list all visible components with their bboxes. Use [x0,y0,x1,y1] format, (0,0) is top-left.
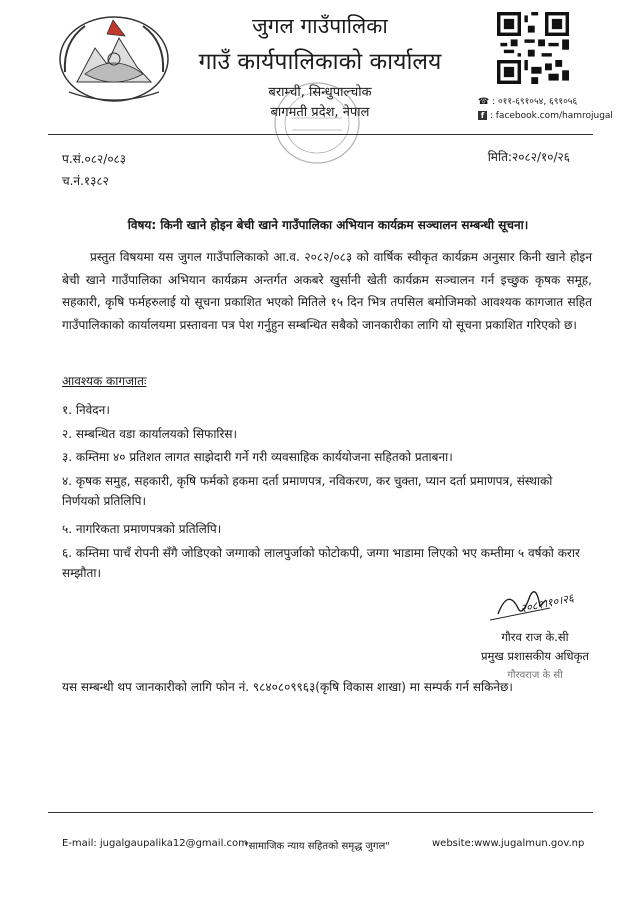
footer-divider [48,812,593,813]
signatory-name: गौरव राज के.सी [501,630,569,644]
signature-date: २०८२।१०।२६ [519,591,575,616]
facebook-url: : facebook.com/hamrojugal [489,111,613,121]
org-name: जुगल गाउँपालिका [252,14,388,38]
qr-code-icon [497,12,569,84]
footer-email[interactable]: E-mail: jugalgaupalika12@gmail.com [62,838,248,849]
document-item: ६. कम्तिमा पाचँ रोपनी सँगै जोडिएको जग्गाको लालपुर्जाको फोटोकपी, जग्गा भाडामा लिएको भए कम्तीमा ५ वर्षको करार सम्झौता। [62,546,580,580]
header-divider [48,134,593,135]
office-stamp-icon [272,80,362,166]
document-item: १. निवेदन। [62,403,110,417]
documents-heading: आवश्यक कागजातः [62,374,147,388]
chalani-number: च.नं.१३८२ [62,174,109,188]
document-item: ३. कम्तिमा ४० प्रतिशत लागत साझेदारी गर्ने गरी व्यवसाहिक कार्ययोजना सहितको प्रताबना। [62,450,453,464]
document-item: ४. कृषक समुह, सहकारी, कृषि फर्मको हकमा दर्ता प्रमाणपत्र, नविकरण, कर चुक्ता, प्यान दर्ता प्रमाणपत्र, संस्थाको निर्णयको प्रतिलिपि। [62,474,553,508]
location-line1: बराम्ची, सिन्धुपाल्चोक [268,85,372,100]
facebook-icon: f [478,111,487,120]
subject-line: विषय: किनी खाने होइन बेची खाने गाउँपालिका अभियान कार्यक्रम सञ्चालन सम्बन्धी सूचना। [127,218,529,232]
signatory-title: प्रमुख प्रशासकीय अधिकृत [481,649,589,663]
document-item: ५. नागरिकता प्रमाणपत्रको प्रतिलिपि। [62,522,222,536]
phone-number: ☎ : ०११-६९१०५४, ६९१०५६ [478,97,578,107]
footer-slogan: "सामाजिक न्याय सहितको समृद्ध जुगल" [244,841,390,852]
signatory-stamp-name: गौरवराज के सी [507,670,563,681]
contact-note: यस सम्बन्धी थप जानकारीको लागि फोन नं. ९८४०८०९९६३(कृषि विकास शाखा) मा सम्पर्क गर्न सकिनेछ। [62,680,513,694]
nepal-emblem-icon [55,12,173,106]
patra-sankhya: प.सं.०८२/०८३ [62,152,127,166]
body-paragraph: प्रस्तुत विषयमा यस जुगल गाउँपालिकाको आ.व. २०८२/०८३ को वार्षिक स्वीकृत कार्यक्रम अनुसार किनी खाने होइन बेची खाने गाउँपालिका अभियान कार्यक्रम अन्तर्गत अकबरे खुर्सानी खेती कार्यक्रम सञ्चालन गर्न इच्छुक कृषक समूह, सहकारी, कृषि फर्महरुलाई यो सूचना प्रकाशित भएको मितिले १५ दिन भित्र तपसिल बमोजिमको आवश्यक कागजात सहित गाउँपालिकाको कार्यालयमा प्रस्तावना पत्र पेश गर्नुहुन सम्बन्धित सबैको जानकारीका लागि यो सूचना प्रकाशित गरिएको छ। [62,250,592,332]
facebook-link[interactable] [478,111,613,121]
document-item: २. सम्बन्धित वडा कार्यालयको सिफारिस। [62,427,238,441]
footer-website[interactable]: website:www.jugalmun.gov.np [432,838,585,849]
letter-date: मिति:२०८२/१०/२६ [487,150,570,164]
office-name: गाउँ कार्यपालिकाको कार्यालय [198,49,442,75]
location-line2: बागमती प्रदेश, नेपाल [270,105,370,120]
